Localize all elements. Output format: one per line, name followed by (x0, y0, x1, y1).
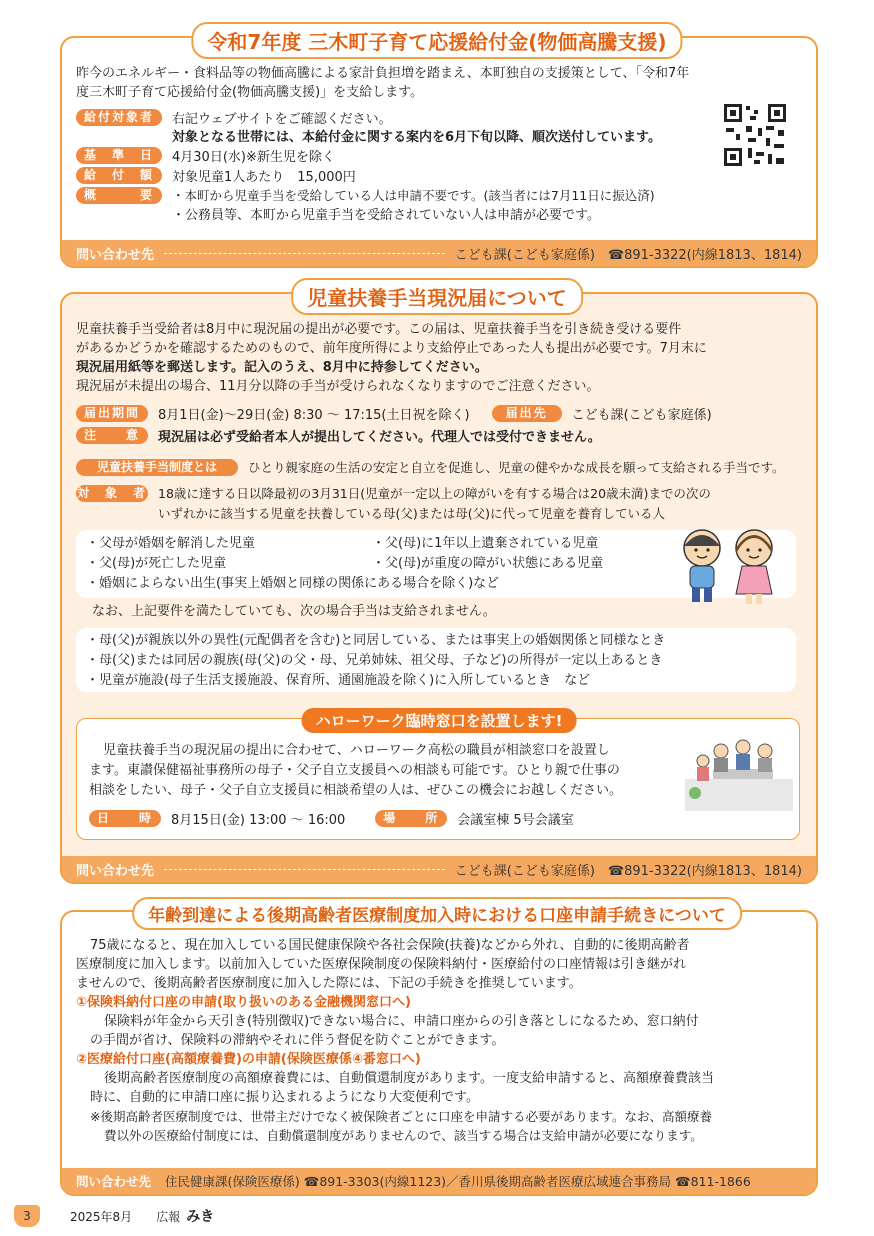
s2-label-note: 注 意 (76, 427, 148, 444)
s1-text-amount: 対象児童1人あたり 15,000円 (172, 169, 356, 185)
s2-footer-contact: こども課(こども家庭係) ☎891-3322(内線1813、1814) (454, 863, 802, 879)
s2-text-location: 会議室棟 5号会議室 (457, 812, 574, 828)
s1-row-summary (76, 186, 802, 204)
s3-note-line2: 費以外の医療給付制度には、自動償還制度がありませんので、該当する場合は支給申請が必要になります。 (104, 1128, 703, 1143)
s2-text-target2: いずれかに該当する児童を扶養している母(父)または母(父)に代って児童を養育している人 (158, 506, 666, 521)
publication-label: 広報 (156, 1209, 181, 1224)
s2-label-system: 児童扶養手当制度とは (76, 459, 238, 476)
s2-eligible-list (76, 530, 796, 598)
s1-footer-label: 問い合わせ先 (76, 247, 155, 263)
s2-intro (76, 320, 802, 396)
s2-hellowork-title: ハローワーク臨時窓口を設置します! (302, 708, 577, 733)
s3-h2-line1: 後期高齢者医療制度の高額療養費には、自動償還制度があります。一度支給申請すると、高額療養費該当 (104, 1071, 714, 1086)
page-footer (14, 1204, 214, 1228)
s1-text-summary2: ・公務員等、本町から児童手当を受給されていない人は申請が必要です。 (172, 207, 600, 223)
qr-code-icon (722, 102, 788, 168)
s1-row-summary2 (172, 204, 802, 222)
s1-label-target: 給付対象者 (76, 109, 162, 126)
s1-row-date (76, 146, 802, 164)
s3-p1: 75歳になると、現在加入している国民健康保険や各社会保険(扶養)などから外れ、自動的に後期高齢者 (90, 938, 690, 953)
s3-h2-line2: 時に、自動的に申請口座に振り込まれるようになり大変便利です。 (90, 1090, 479, 1105)
s2-text-period: 8月1日(金)～29日(金) 8:30 ～ 17:15(土日祝を除く) (158, 407, 470, 423)
s3-heading1: ①保険料納付口座の申請(取り扱いのある金融機関窓口へ) (76, 995, 411, 1010)
consultation-illustration-icon (685, 731, 793, 819)
list-item: ・母(父)が親族以外の異性(元配偶者を含む)と同居している、または事実上の婚姻関係と同様なとき (86, 633, 666, 648)
list-item: ・父母が婚姻を解消した児童 (86, 536, 256, 551)
children-illustration-icon (668, 524, 788, 606)
s3-intro (76, 936, 802, 1145)
list-item: ・父(母)が死亡した児童 (86, 556, 227, 571)
section2-title: 児童扶養手当現況届について (291, 278, 583, 315)
s2-hw-line3: 相談をしたい、母子・父子自立支援員に相談希望の人は、ぜひこの機会にお越しください。 (89, 783, 623, 798)
s1-intro-line1: 昨今のエネルギー・食料品等の物価高騰による家計負担増を踏まえ、本町独自の支援策として、「令和7年 (76, 66, 690, 81)
list-item: ・婚姻によらない出生(事実上婚姻と同様の関係にある場合を除く)など (86, 576, 500, 591)
s3-p3: ませんので、後期高齢者医療制度に加入した際には、下記の手続きを推奨しています。 (76, 976, 582, 991)
s2-label-location: 場 所 (375, 810, 447, 827)
s1-label-date: 基 準 日 (76, 147, 162, 164)
s1-intro-line2: 度三木町子育て応援給付金(物価高騰支援)」を支給します。 (76, 85, 424, 100)
s1-footer-contact: こども課(こども家庭係) ☎891-3322(内線1813、1814) (454, 247, 802, 263)
s2-text-system: ひとり親家庭の生活の安定と自立を促進し、児童の健やかな成長を願って支給される手当です。 (248, 460, 785, 475)
s1-intro (76, 64, 802, 102)
s2-exclusion-list (76, 628, 796, 692)
s1-label-amount: 給 付 額 (76, 167, 162, 184)
s1-text-summary: ・本町から児童手当を受給している人は申請不要です。(該当者には7月11日に振込済) (172, 188, 655, 203)
s2-row-target (76, 484, 802, 502)
s1-text-date: 4月30日(水)※新生児を除く (172, 149, 335, 165)
s2-row-period (76, 404, 802, 422)
list-item: ・父(母)に1年以上遺棄されている児童 (372, 536, 599, 551)
s2-label-date: 日 時 (89, 810, 161, 827)
publication-name: みき (186, 1209, 215, 1225)
s2-text-target1: 18歳に達する日以降最初の3月31日(児童が一定以上の障がいを有する場合は20歳未満)までの次の (158, 486, 711, 501)
s2-text-note: 現況届は必ず受給者本人が提出してください。代理人では受付できません。 (158, 429, 601, 445)
s2-row-note (76, 426, 802, 444)
s1-row-target2 (172, 126, 802, 144)
s3-note-line1: ※後期高齢者医療制度では、世帯主だけでなく被保険者ごとに口座を申請する必要があります。なお、高額療養 (90, 1109, 712, 1124)
s2-label-period: 届出期間 (76, 405, 148, 422)
s2-hw-line2: ます。東讃保健福祉事務所の母子・父子自立支援員への相談も可能です。ひとり親で仕事の (89, 763, 620, 778)
s2-text-place: こども課(こども家庭係) (571, 407, 712, 423)
s3-h1-line2: の手間が省け、保険料の滞納やそれに伴う督促を防ぐことができます。 (90, 1033, 505, 1048)
s2-p4: 現況届が未提出の場合、11月分以降の手当が受けられなくなりますのでご注意ください。 (76, 379, 600, 394)
s2-list1-col2 (372, 534, 603, 574)
section1-title: 令和7年度 三木町子育て応援給付金(物価高騰支援) (191, 22, 682, 59)
section1 (60, 36, 818, 268)
s3-h1-line1: 保険料が年金から天引き(特別徴収)できない場合に、申請口座からの引き落としになるため、窓口納付 (104, 1014, 699, 1029)
page-number: 3 (23, 1209, 31, 1223)
s3-footer-label: 問い合わせ先 (76, 1174, 152, 1189)
s3-p2: 医療制度に加入します。以前加入していた医療保険制度の保険料納付・医療給付の口座情報は引き継がれ (76, 957, 686, 972)
s2-hw-row-date (89, 809, 785, 827)
s2-p1: 児童扶養手当受給者は8月中に現況届の提出が必要です。この届は、児童扶養手当を引き続き受ける要件 (76, 322, 682, 337)
s3-footer (62, 1168, 816, 1194)
s2-text-date: 8月15日(金) 13:00 ～ 16:00 (171, 812, 346, 828)
s2-row-system (76, 458, 802, 476)
page-number-badge (14, 1205, 40, 1227)
s1-footer (62, 240, 816, 266)
section2 (60, 292, 818, 884)
issue-date: 2025年8月 (70, 1209, 133, 1224)
s2-p2: があるかどうかを確認するためのもので、前年度所得により支給停止であった人も提出が必要です。7月末に (76, 341, 707, 356)
s1-row-target (76, 108, 802, 126)
s2-row-target2 (158, 504, 802, 522)
list-item: ・父(母)が重度の障がい状態にある児童 (372, 556, 604, 571)
s2-hellowork-box (76, 718, 800, 840)
s3-footer-contact: 住民健康課(保険医療係) ☎891-3303(内線1123)／香川県後期高齢者医療広域連合事務局 ☎811-1866 (165, 1174, 751, 1189)
s2-footer-label: 問い合わせ先 (76, 863, 155, 879)
section3 (60, 910, 818, 1196)
s2-label-target: 対 象 者 (76, 485, 147, 500)
qr-code[interactable] (722, 102, 788, 168)
list-item: ・児童が施設(母子生活支援施設、保育所、通園施設を除く)に入所しているとき など (86, 673, 591, 688)
section3-title: 年齢到達による後期高齢者医療制度加入時における口座申請手続きについて (132, 897, 742, 930)
s1-text-target: 右記ウェブサイトをご確認ください。 (172, 111, 392, 127)
s1-label-summary: 概 要 (76, 187, 162, 204)
s3-heading2: ②医療給付口座(高額療養費)の申請(保険医療係④番窓口へ) (76, 1052, 421, 1067)
list-item: ・母(父)または同居の親族(母(父)の父・母、兄弟姉妹、祖父母、子など)の所得が一定以上あるとき (86, 653, 663, 668)
s1-row-amount (76, 166, 802, 184)
s2-label-place: 届出先 (492, 405, 562, 422)
s2-mid-text: なお、上記要件を満たしていても、次の場合手当は支給されません。 (92, 604, 496, 619)
s1-text-target2: 対象となる世帯には、本給付金に関する案内を6月下旬以降、順次送付しています。 (172, 129, 662, 145)
s2-footer (62, 856, 816, 882)
s2-p3: 現況届用紙等を郵送します。記入のうえ、8月中に持参してください。 (76, 360, 488, 375)
s2-hw-line1: 児童扶養手当の現況届の提出に合わせて、ハローワーク高松の職員が相談窓口を設置し (103, 743, 610, 758)
